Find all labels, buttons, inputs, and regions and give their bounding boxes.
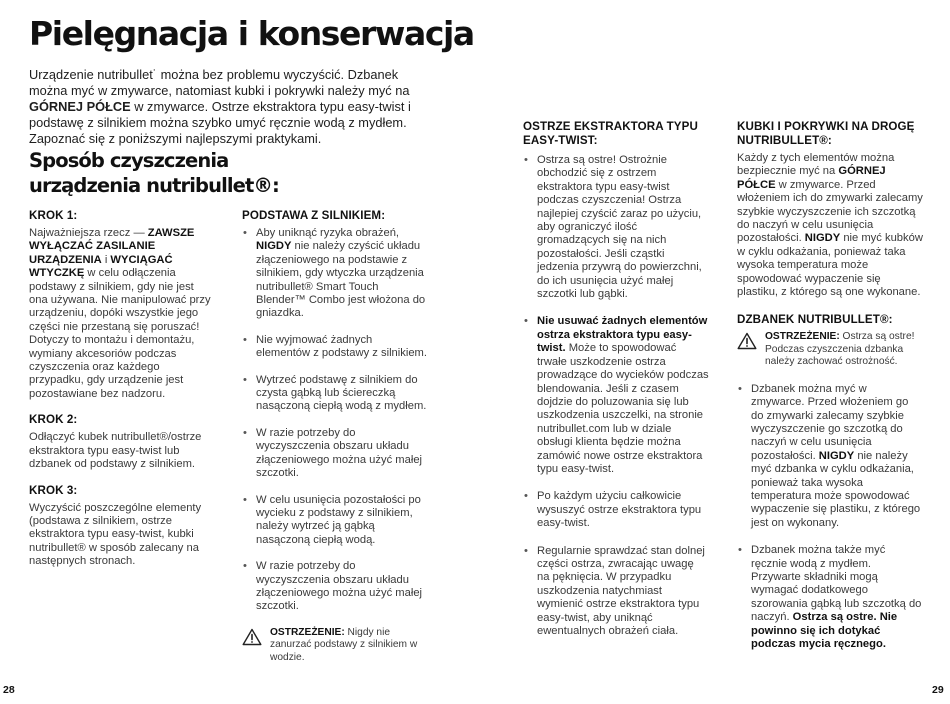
page-number-right: 29 xyxy=(932,684,944,696)
list-item: • Po każdym użyciu całkowicie wysuszyć ostrze ekstraktora typu easy-twist. xyxy=(523,490,709,530)
blade-list xyxy=(523,154,709,638)
step-1-heading: KROK 1: xyxy=(29,209,78,222)
blade-heading: OSTRZE EKSTRAKTORA TYPU EASY-TWIST: xyxy=(523,120,698,147)
step-1-bold-power: ZAWSZE WYŁĄCZAĆ ZASILANIE URZĄDZENIA xyxy=(29,227,195,266)
list-item xyxy=(737,383,923,530)
cups-text-c: w zmywarce. Przed włożeniem ich do zmywarki zalecamy szybkie wyczyszczenie ich szczotką do naczyń w celu usunięcia pozostałości. xyxy=(737,178,923,245)
list-item xyxy=(242,227,428,321)
steps-column xyxy=(29,209,214,581)
cups-bold-shelf: GÓRNEJ PÓŁCE xyxy=(737,165,886,191)
cups-text-e: nie myć kubków w cyklu odkażania, ponieważ taka wysoka temperatura może spowodować wypaczenie się plastiku, z którego są one wykonane. xyxy=(737,232,923,299)
list-item: • Regularnie sprawdzać stan dolnej części ostrza, zwracając uwagę na pęknięcia. W przypadku uszkodzenia natychmiast wymienić ostrze ekstraktora typu easy-twist, aby uniknąć ewentualnych obrażeń ciała. xyxy=(523,545,709,639)
list-item: • W celu usunięcia pozostałości po wycieku z podstawy z silnikiem, należy wytrzeć ją gąbką nasączoną ciepłą wodą. xyxy=(242,494,428,548)
pitcher-b1-a: Dzbanek można myć w zmywarce. Przed włożeniem go do zmywarki zalecamy szybkie wyczyszczenie go szczotką do naczyń w celu usunięcia pozostałości. xyxy=(751,382,909,462)
pitcher-b2-a: Dzbanek można także myć ręcznie wodą z mydłem. Przywarte składniki mogą wymagać dodatkowego szorowania gąbką lub szczotką do naczyń. xyxy=(751,544,922,624)
section-subtitle xyxy=(29,148,329,198)
list-item: • Wytrzeć podstawę z silnikiem do czysta gąbką lub ściereczką nasączoną ciepłą wodą z mydłem. xyxy=(242,374,428,414)
step-3-heading: KROK 3: xyxy=(29,483,78,497)
motor-base-list xyxy=(242,227,428,614)
pitcher-heading: DZBANEK NUTRIBULLET®: xyxy=(737,313,893,327)
pitcher-b1-c: nie należy myć dzbanka w cyklu odkażania, ponieważ taka wysoka temperatura może spowodować wypaczenie się plastiku, z którego jest on wykonany. xyxy=(751,449,921,529)
page-title: Pielęgnacja i konserwacja xyxy=(29,14,474,53)
list-item: • W razie potrzeby do wyczyszczenia obszaru układu złączeniowego można użyć małej szczotki. xyxy=(242,427,428,481)
list-item: • Nie wyjmować żadnych elementów z podstawy z silnikiem. xyxy=(242,334,428,361)
warning-label: OSTRZEŻENIE: xyxy=(765,331,840,343)
motor-base-column xyxy=(242,209,428,664)
motor-base-warning xyxy=(242,627,428,664)
step-2-heading: KROK 2: xyxy=(29,413,78,427)
intro-text: Urządzenie nutribullet˙ można bez problemu wyczyścić. Dzbanek można myć w zmywarce, natomiast kubki i pokrywki należy myć na xyxy=(29,67,410,98)
intro-text-rest: w zmywarce. Ostrze ekstraktora typu easy-twist i podstawę z silnikiem można szybko umyć ręcznie wodą z mydłem. Zapoznać się z poniższymi najlepszymi praktykami. xyxy=(29,99,411,146)
pitcher-b1-never: NIGDY xyxy=(818,449,855,462)
base-b1-never: NIGDY xyxy=(256,240,292,253)
subtitle-line-1: Sposób czyszczenia xyxy=(29,149,229,172)
step-2-text: Odłączyć kubek nutribullet®/ostrze ekstraktora typu easy-twist lub dzbanek od podstawy z silnikiem. xyxy=(29,431,202,471)
warning-label: OSTRZEŻENIE: xyxy=(270,626,345,638)
step-1-bold-plug: WYCIĄGAĆ WTYCZKĘ xyxy=(29,253,173,280)
list-item xyxy=(523,315,709,476)
list-item: • Ostrza są ostre! Ostrożnie obchodzić się z ostrzem ekstraktora typu easy-twist podczas czyszczenia! Ostrza najlepiej czyścić zaraz po użyciu, aby ograniczyć ilość gromadzących się na nich pozostałości. Jeśli cząstki jedzenia przywrą do powierzchni, do ich usunięcia użyć małej szczotki lub gąbki. xyxy=(523,154,709,301)
motor-base-heading: PODSTAWA Z SILNIKIEM: xyxy=(242,209,386,222)
warning-text: Ostrza są ostre! Podczas czyszczenia dzbanka należy zachować ostrożność. xyxy=(765,331,915,368)
list-item: • W razie potrzeby do wyczyszczenia obszaru układu złączeniowego można użyć małej szczotki. xyxy=(242,560,428,614)
step-1-text-e: w celu odłączenia podstawy z silnikiem, gdy nie jest ona używana. Nie manipulować przy urządzeniu, dopóki wszystkie jego części nie przestaną się poruszać! Dotyczy to montażu i demontażu, wymiany akcesoriów podczas czyszczenia oraz każdego przypadku, gdy urządzenie jest pozostawiane bez nadzoru. xyxy=(29,267,211,400)
blade-b2-text: Może to spowodować trwałe uszkodzenie ostrza prowadzące do wycieków podczas blendowania. Jeśli z czasem dojdzie do poluzowania się lub uszkodzenia uszczelki, na stronie nutribullet.com lub w dziale obsługi klienta będzie można zamówić nowe ostrze ekstraktora typu easy-twist. xyxy=(537,342,709,475)
intro-bold-shelf: GÓRNEJ PÓŁCE xyxy=(29,99,131,114)
page-number-left: 28 xyxy=(3,684,15,696)
blade-b2-bold: Nie usuwać żadnych elementów ostrza ekstraktora typu easy-twist. xyxy=(537,315,708,355)
cups-text-a: Każdy z tych elementów można bezpiecznie myć na xyxy=(737,152,895,178)
intro-paragraph xyxy=(29,67,424,147)
step-3-text: Wyczyścić poszczególne elementy (podstawa z silnikiem, ostrze ekstraktora typu easy-twist, kubki nutribullet® w sposób zalecany na następnych stronach. xyxy=(29,501,202,568)
blade-column xyxy=(523,120,709,651)
pitcher-b2-bold: Ostrza są ostre. Nie powinno się ich dotykać podczas mycia ręcznego. xyxy=(751,611,898,650)
cups-pitcher-column xyxy=(737,120,923,664)
step-1-text-c: i xyxy=(101,253,111,266)
cups-bold-never: NIGDY xyxy=(804,232,841,245)
pitcher-list xyxy=(737,383,923,652)
pitcher-warning xyxy=(737,331,923,368)
list-item xyxy=(737,544,923,651)
step-1-text xyxy=(29,227,214,401)
warning-text: Nigdy nie zanurzać podstawy z silnikiem w wodzie. xyxy=(270,626,418,663)
base-b1-a: Aby uniknąć ryzyka obrażeń, xyxy=(256,227,400,239)
base-b1-c: nie należy czyścić układu złączeniowego na podstawie z silnikiem, gdy wtyczka urządzenia nutribullet® Smart Touch Blender™ Combo jest włożona do gniazdka. xyxy=(256,240,426,320)
cups-heading: KUBKI I POKRYWKI NA DROGĘ NUTRIBULLET®: xyxy=(737,120,915,147)
warning-triangle-icon xyxy=(737,332,757,350)
step-1-text-a: Najważniejsza rzecz — xyxy=(29,227,148,239)
cups-text xyxy=(737,152,923,299)
warning-triangle-icon xyxy=(242,628,262,646)
subtitle-line-2: urządzenia nutribullet®: xyxy=(29,174,279,197)
